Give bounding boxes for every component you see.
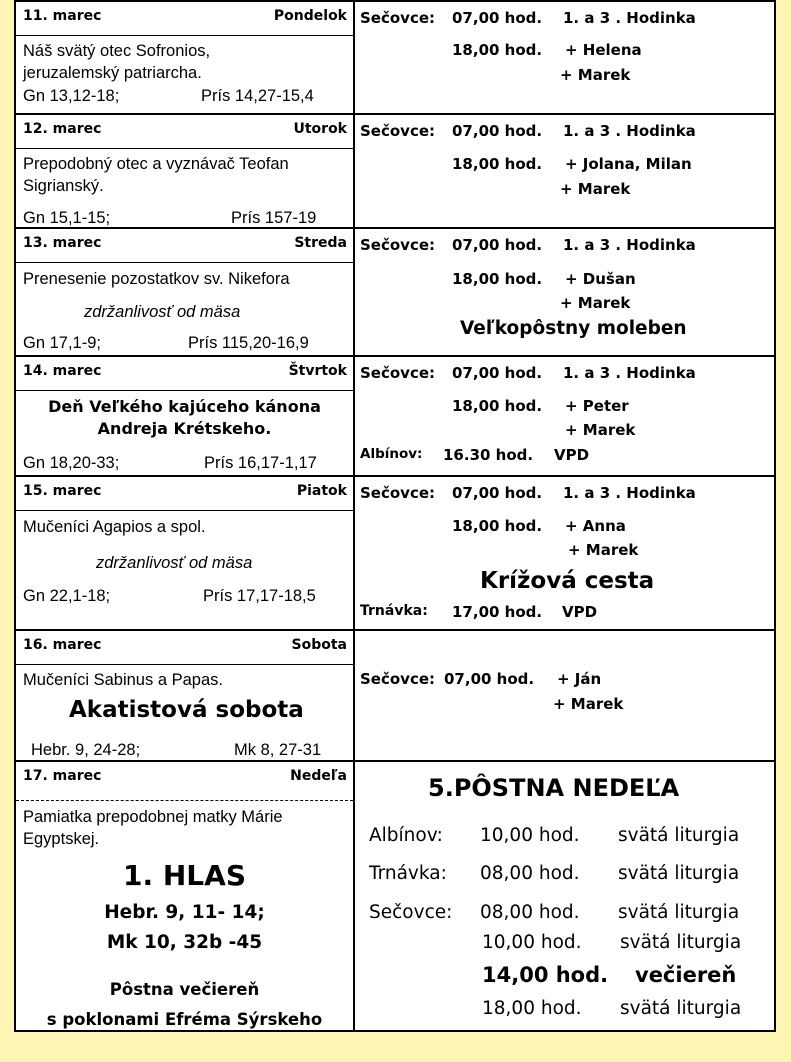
time: 07,00 hod. bbox=[452, 236, 543, 254]
intention: + Anna bbox=[565, 517, 626, 535]
date: 15. marec bbox=[23, 483, 102, 499]
intention: + Marek bbox=[553, 695, 624, 713]
day-info bbox=[16, 477, 355, 631]
day-row bbox=[16, 355, 774, 477]
reading-prov: Prís 115,20-16,9 bbox=[188, 334, 309, 352]
feast-text: Prepodobný otec a vyznávač Teofan bbox=[23, 155, 289, 173]
day-services bbox=[355, 115, 774, 229]
time: 17,00 hod. bbox=[452, 603, 543, 621]
time: 07,00 hod. bbox=[452, 9, 543, 27]
time: 18,00 hod. bbox=[452, 517, 543, 535]
fasting-note: zdržanlivosť od mäsa bbox=[84, 303, 241, 321]
schedule-table bbox=[14, 0, 776, 1032]
place: Albínov: bbox=[360, 446, 423, 462]
reading-prov: Prís 14,27-15,4 bbox=[201, 87, 314, 105]
intention: + Marek bbox=[560, 66, 631, 84]
intention: + Marek bbox=[568, 541, 639, 559]
intention: + Marek bbox=[560, 180, 631, 198]
time: 18,00 hod. bbox=[452, 270, 543, 288]
day-header bbox=[16, 229, 353, 263]
place: Albínov: bbox=[369, 825, 443, 846]
time: 16.30 hod. bbox=[443, 446, 534, 464]
weekday: Utorok bbox=[293, 121, 347, 137]
weekday: Streda bbox=[294, 235, 347, 251]
date: 16. marec bbox=[23, 637, 102, 653]
time: 08,00 hod. bbox=[480, 902, 580, 923]
feast-title: Andreja Krétskeho. bbox=[97, 419, 272, 438]
feast-text: Mučeníci Agapios a spol. bbox=[23, 518, 206, 536]
day-row bbox=[16, 2, 774, 113]
service-text: svätá liturgia bbox=[618, 825, 740, 846]
vespers-title: Pôstna večiereň bbox=[109, 980, 260, 999]
date: 11. marec bbox=[23, 8, 102, 24]
time: 18,00 hod. bbox=[452, 397, 543, 415]
day-row bbox=[16, 113, 774, 229]
feast-title: Deň Veľkého kajúceho kánona bbox=[48, 397, 321, 416]
place: Sečovce: bbox=[360, 364, 436, 382]
feast-text: jeruzalemský patriarcha. bbox=[23, 64, 202, 82]
time: 07,00 hod. bbox=[452, 484, 543, 502]
feast-text: Pamiatka prepodobnej matky Márie bbox=[23, 808, 283, 826]
service-text: VPD bbox=[554, 446, 590, 464]
service-text: 1. a 3 . Hodinka bbox=[563, 122, 696, 140]
service-text: VPD bbox=[562, 603, 598, 621]
day-row bbox=[16, 227, 774, 357]
day-header bbox=[16, 631, 353, 665]
weekday: Piatok bbox=[296, 483, 347, 499]
reading-epistle: Hebr. 9, 24-28; bbox=[31, 741, 141, 759]
special-service: Veľkopôstny moleben bbox=[460, 318, 687, 339]
place: Sečovce: bbox=[360, 122, 436, 140]
time: 18,00 hod. bbox=[452, 41, 543, 59]
service-text: 1. a 3 . Hodinka bbox=[563, 9, 696, 27]
day-info bbox=[16, 762, 355, 1032]
weekday: Pondelok bbox=[273, 8, 347, 24]
reading-prov: Prís 157-19 bbox=[231, 209, 317, 227]
service-text: 1. a 3 . Hodinka bbox=[563, 236, 696, 254]
date: 13. marec bbox=[23, 235, 102, 251]
day-services bbox=[355, 357, 774, 477]
service-text: 1. a 3 . Hodinka bbox=[563, 364, 696, 382]
place: Trnávka: bbox=[369, 863, 447, 884]
intention: + Marek bbox=[565, 421, 636, 439]
reading-epistle: Hebr. 9, 11- 14; bbox=[104, 902, 265, 923]
day-row bbox=[16, 475, 774, 631]
weekday: Nedeľa bbox=[290, 768, 347, 784]
day-header bbox=[16, 477, 353, 511]
day-info bbox=[16, 115, 355, 229]
intention: + Helena bbox=[565, 41, 642, 59]
time: 08,00 hod. bbox=[480, 863, 580, 884]
day-header bbox=[16, 762, 353, 801]
intention: + Ján bbox=[557, 670, 602, 688]
date: 14. marec bbox=[23, 363, 102, 379]
reading-gospel: Mk 8, 27-31 bbox=[234, 741, 322, 759]
intention: + Jolana, Milan bbox=[565, 155, 692, 173]
feast-text: Náš svätý otec Sofronios, bbox=[23, 42, 211, 60]
sunday-title: 5.PÔSTNA NEDEĽA bbox=[428, 774, 680, 802]
day-info bbox=[16, 229, 355, 357]
day-info bbox=[16, 357, 355, 477]
reading-ot: Gn 17,1-9; bbox=[23, 334, 101, 352]
intention: + Peter bbox=[565, 397, 629, 415]
reading-gospel: Mk 10, 32b -45 bbox=[106, 932, 263, 953]
day-services bbox=[355, 631, 774, 762]
time: 18,00 hod. bbox=[452, 155, 543, 173]
day-header bbox=[16, 115, 353, 149]
date: 17. marec bbox=[23, 768, 102, 784]
place: Sečovce: bbox=[360, 236, 436, 254]
feast-text: Mučeníci Sabinus a Papas. bbox=[23, 671, 223, 689]
service-text: svätá liturgia bbox=[620, 932, 742, 953]
day-header bbox=[16, 2, 353, 36]
place: Sečovce: bbox=[360, 9, 436, 27]
feast-text: Prenesenie pozostatkov sv. Nikefora bbox=[23, 270, 290, 288]
intention: + Marek bbox=[560, 294, 631, 312]
time: 07,00 hod. bbox=[452, 364, 543, 382]
day-info bbox=[16, 631, 355, 762]
time: 10,00 hod. bbox=[480, 825, 580, 846]
time: 18,00 hod. bbox=[482, 998, 582, 1019]
place: Sečovce: bbox=[360, 670, 436, 688]
day-services bbox=[355, 229, 774, 357]
service-text: svätá liturgia bbox=[618, 863, 740, 884]
vespers-subtitle: s poklonami Efréma Sýrskeho bbox=[46, 1010, 323, 1029]
intention: + Dušan bbox=[565, 270, 636, 288]
reading-prov: Prís 17,17-18,5 bbox=[203, 587, 316, 605]
feast-text: Sigrianský. bbox=[23, 177, 104, 195]
place: Sečovce: bbox=[360, 484, 436, 502]
tone: 1. HLAS bbox=[123, 859, 246, 892]
weekday: Štvrtok bbox=[288, 363, 347, 379]
fasting-note: zdržanlivosť od mäsa bbox=[96, 554, 253, 572]
service-text: 1. a 3 . Hodinka bbox=[563, 484, 696, 502]
weekday: Sobota bbox=[291, 637, 347, 653]
place: Trnávka: bbox=[360, 603, 428, 619]
time: 14,00 hod. bbox=[482, 963, 609, 987]
date: 12. marec bbox=[23, 121, 102, 137]
reading-ot: Gn 15,1-15; bbox=[23, 209, 111, 227]
time: 07,00 hod. bbox=[452, 122, 543, 140]
day-services bbox=[355, 762, 774, 1032]
day-row bbox=[16, 629, 774, 762]
day-info bbox=[16, 2, 355, 113]
day-row bbox=[16, 760, 774, 1032]
time: 07,00 hod. bbox=[444, 670, 535, 688]
service-text: svätá liturgia bbox=[620, 998, 742, 1019]
reading-ot: Gn 22,1-18; bbox=[23, 587, 111, 605]
special-day: Akatistová sobota bbox=[69, 697, 304, 723]
reading-prov: Prís 16,17-1,17 bbox=[204, 454, 317, 472]
reading-ot: Gn 18,20-33; bbox=[23, 454, 120, 472]
day-services bbox=[355, 477, 774, 631]
feast-text: Egyptskej. bbox=[23, 830, 100, 848]
special-service: Krížová cesta bbox=[480, 568, 655, 594]
day-header bbox=[16, 357, 353, 391]
day-services bbox=[355, 2, 774, 113]
place: Sečovce: bbox=[369, 902, 453, 923]
service-text: svätá liturgia bbox=[618, 902, 740, 923]
service-text: večiereň bbox=[635, 963, 737, 987]
reading-ot: Gn 13,12-18; bbox=[23, 87, 120, 105]
time: 10,00 hod. bbox=[482, 932, 582, 953]
